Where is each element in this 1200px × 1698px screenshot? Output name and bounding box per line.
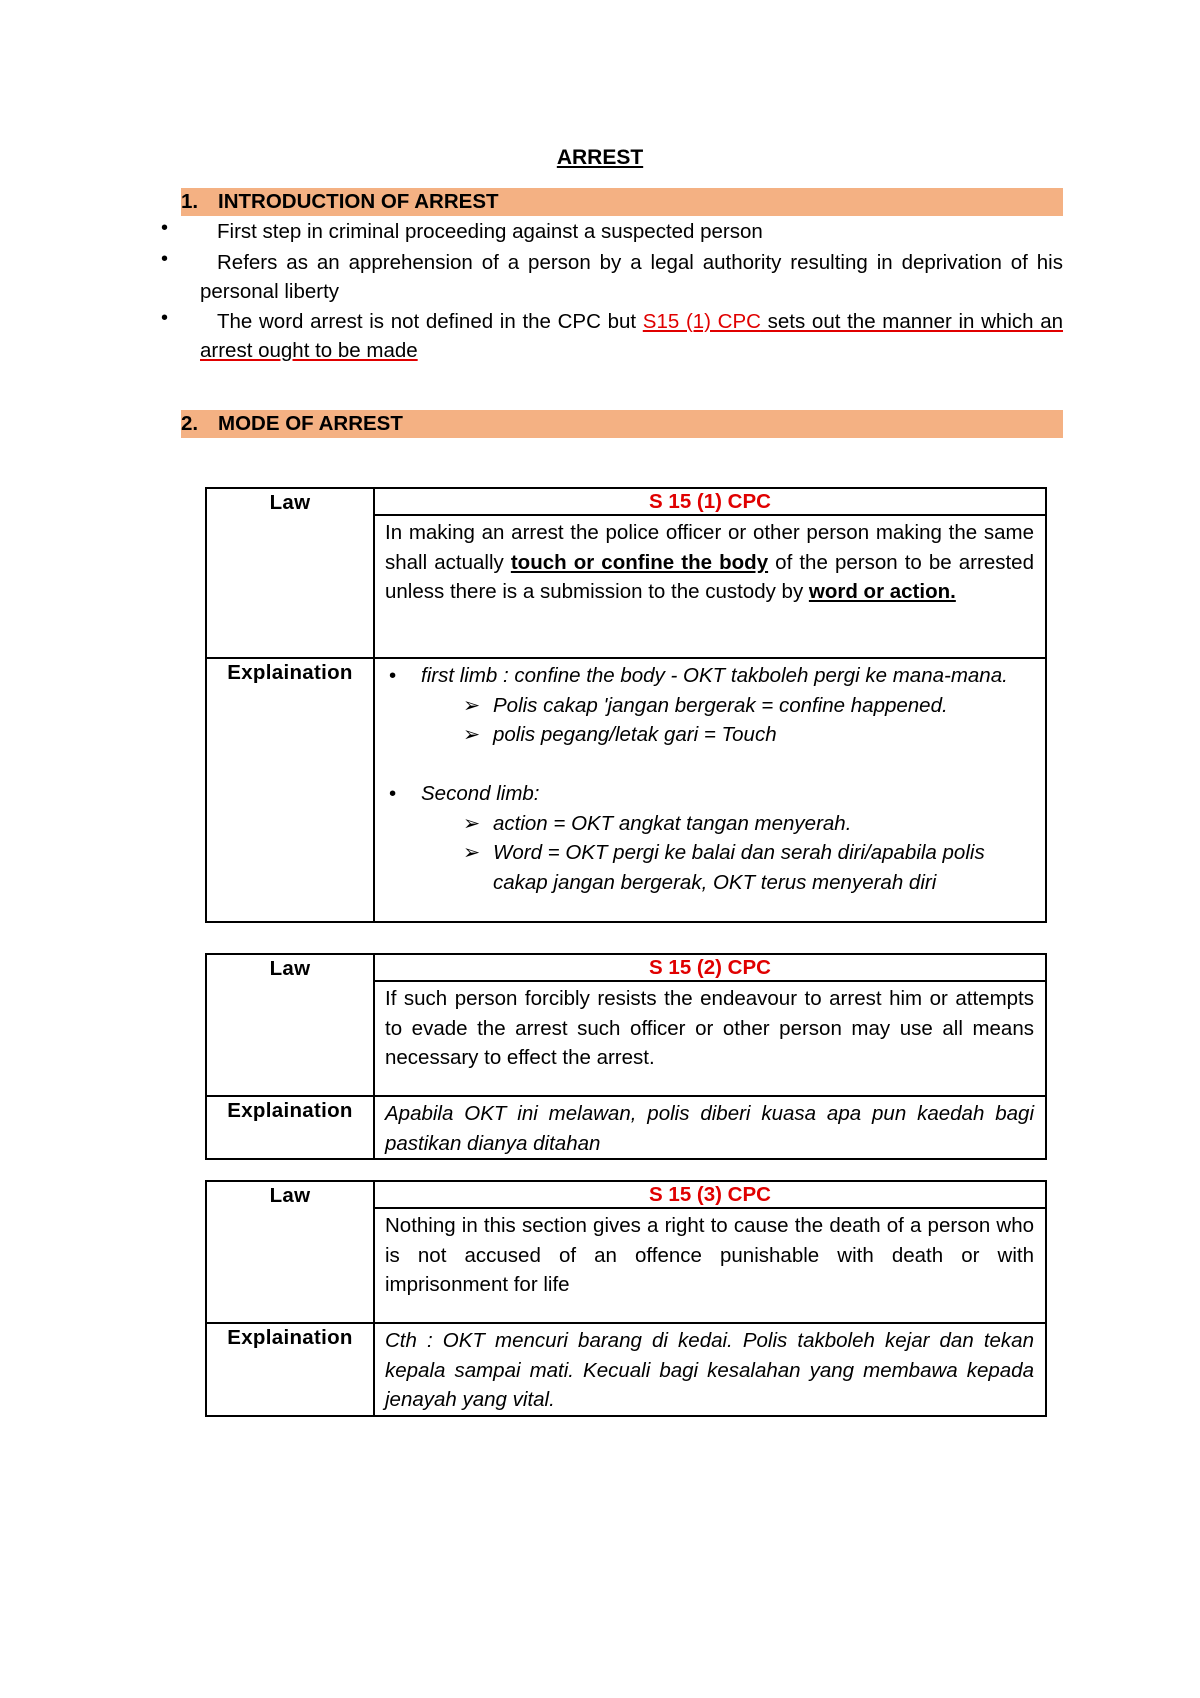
- section-reference: S 15 (3) CPC: [375, 1182, 1045, 1209]
- law-label: Law: [206, 488, 374, 658]
- bullet-text: [200, 310, 1063, 363]
- explanation-text: [375, 659, 1045, 897]
- section-reference: S 15 (2) CPC: [375, 955, 1045, 982]
- law-cell: [374, 488, 1046, 658]
- section-heading-introduction: [181, 188, 1063, 216]
- bullet-icon: •: [161, 217, 169, 239]
- subitem-text: action = OKT angkat tangan menyerah.: [493, 811, 852, 835]
- explanation-cell: [374, 1096, 1046, 1159]
- limb-text: first limb : confine the body - OKT takboleh pergi ke mana-mana.: [421, 664, 1008, 687]
- arrow-bullet-icon: ➢: [463, 693, 481, 717]
- section-number: 1.: [181, 190, 199, 213]
- bullet-icon: •: [161, 306, 169, 329]
- intro-bullet: [157, 307, 1063, 366]
- explanation-label: Explaination: [206, 1096, 374, 1159]
- law-label: Law: [206, 1181, 374, 1323]
- arrow-bullet-icon: ➢: [463, 841, 481, 864]
- limb-subitem: [385, 809, 1034, 839]
- bullet-icon: •: [389, 782, 397, 805]
- bullet-text-post: sets out the manner in which an arrest ought to be made: [200, 309, 1064, 362]
- subitem-text: Polis cakap 'jangan bergerak = confine happened.: [493, 693, 948, 717]
- limb-text: Second limb:: [421, 782, 540, 805]
- section-heading-mode: [181, 410, 1063, 438]
- law-table-s15-1: [205, 487, 1047, 923]
- limb-item: [385, 661, 1034, 691]
- explanation-text: Apabila OKT ini melawan, polis diberi kuasa apa pun kaedah bagi pastikan dianya ditahan: [385, 1102, 1034, 1155]
- law-label: Law: [206, 954, 374, 1096]
- explanation-cell: [374, 658, 1046, 922]
- law-text: Nothing in this section gives a right to cause the death of a person who is not accused of an offence punishable with death or with imprisonment for life: [385, 1214, 1034, 1296]
- limb-item: [385, 779, 1034, 809]
- section-reference-link: S15 (1) CPC: [642, 309, 761, 333]
- bullet-text-pre: The word arrest is not defined in the CPC but: [217, 309, 643, 333]
- section-title: MODE OF ARREST: [218, 412, 403, 435]
- law-text-part: In making an arrest the police officer or other person making the same shall actually: [385, 521, 1034, 574]
- subitem-text: polis pegang/letak gari = Touch: [493, 723, 777, 746]
- document-title: ARREST: [556, 146, 644, 169]
- limb-subitem: [385, 691, 1034, 721]
- section-reference: S 15 (1) CPC: [375, 489, 1045, 516]
- arrow-bullet-icon: ➢: [463, 723, 481, 746]
- intro-bullet: [157, 248, 1063, 307]
- bullet-text: First step in criminal proceeding against a suspected person: [217, 220, 763, 243]
- explanation-label: Explaination: [206, 658, 374, 922]
- bullet-text: Refers as an apprehension of a person by a legal authority resulting in deprivation of his personal liberty: [200, 250, 1063, 303]
- law-text-emphasis: touch or confine the body: [510, 550, 769, 574]
- law-text: [375, 516, 1045, 607]
- bullet-icon: •: [389, 664, 397, 687]
- intro-bullet-list: [157, 218, 1063, 366]
- law-table-s15-3: [205, 1180, 1047, 1417]
- subitem-text: Word = OKT pergi ke balai dan serah diri/apabila polis cakap jangan bergerak, OKT terus menyerah diri: [493, 841, 985, 894]
- section-number: 2.: [181, 412, 199, 435]
- limb-subitem: [385, 838, 1034, 897]
- explanation-cell: [374, 1323, 1046, 1416]
- law-text: If such person forcibly resists the endeavour to arrest him or attempts to evade the arrest such officer or other person may use all means necessary to effect the arrest.: [385, 987, 1034, 1069]
- section-title: INTRODUCTION OF ARREST: [218, 190, 499, 213]
- limb-subitem: [385, 720, 1034, 750]
- law-table-s15-2: [205, 953, 1047, 1160]
- law-cell: [374, 1181, 1046, 1323]
- intro-bullet: [157, 217, 1063, 247]
- law-cell: [374, 954, 1046, 1096]
- bullet-icon: •: [161, 247, 169, 270]
- law-text-part: of the person to be arrested unless there is a submission to the custody by: [385, 550, 1034, 603]
- law-text-emphasis: word or action.: [808, 580, 956, 603]
- explanation-text: Cth : OKT mencuri barang di kedai. Polis takboleh kejar dan tekan kepala sampai mati. Kecuali bagi kesalahan yang membawa kepada jenayah yang vital.: [385, 1329, 1034, 1411]
- explanation-label: Explaination: [206, 1323, 374, 1416]
- arrow-bullet-icon: ➢: [463, 811, 481, 835]
